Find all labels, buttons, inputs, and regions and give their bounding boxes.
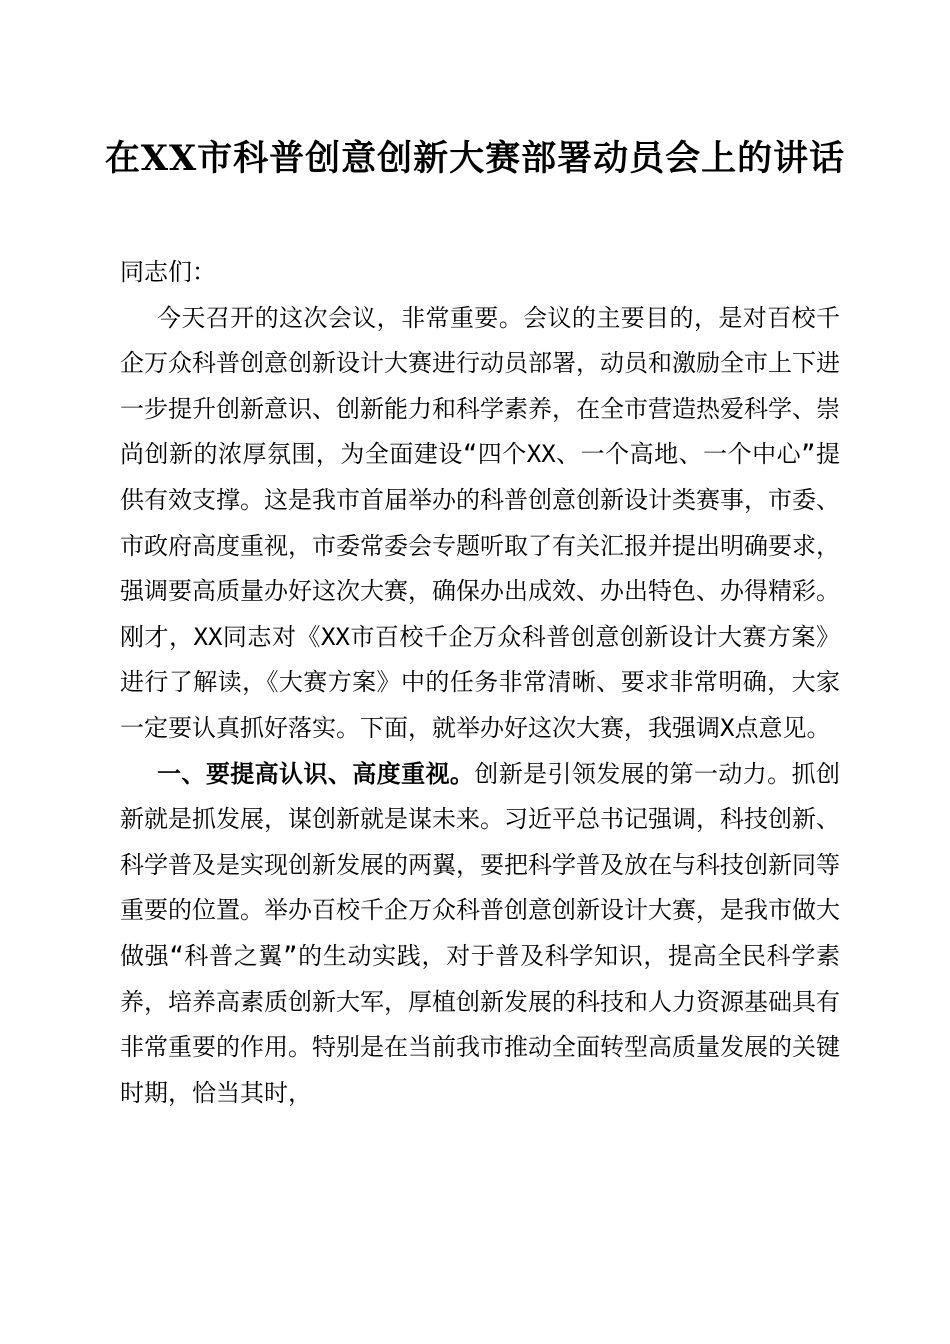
- paragraph-section-one: [120, 752, 840, 1117]
- salutation: 同志们：: [120, 258, 216, 286]
- section-one-heading: 一、要提高认识、高度重视。: [157, 759, 475, 788]
- section-one-text: 创新是引领发展的第一动力。抓创新就是抓发展，谋创新就是谋未来。习近平总书记强调，科技创新、科学普及是实现创新发展的两翼，要把科学普及放在与科技创新同等重要的位置。举办百校千企万众科普创意创新设计大赛，是我市做大做强“科普之翼”的生动实践，对于普及科学知识，提高全民科学素养，培养高素质创新大军，厚植创新发展的科技和人力资源基础具有非常重要的作用。特别是在当前我市推动全面转型高质量发展的关键时期，恰当其时，: [120, 759, 840, 1107]
- document-body: [120, 250, 840, 1116]
- paragraph-intro: [120, 296, 840, 752]
- paragraph-intro-text: 今天召开的这次会议，非常重要。会议的主要目的，是对百校千企万众科普创意创新设计大赛进行动员部署，动员和激励全市上下进一步提升创新意识、创新能力和科学素养，在全市营造热爱科学、崇尚创新的浓厚氛围，为全面建设“四个XX、一个高地、一个中心”提供有效支撑。这是我市首届举办的科普创意创新设计类赛事，市委、市政府高度重视，市委常委会专题听取了有关汇报并提出明确要求，强调要高质量办好这次大赛，确保办出成效、办出特色、办得精彩。刚才，XX同志对《XX市百校千企万众科普创意创新设计大赛方案》进行了解读，《大赛方案》中的任务非常清晰、要求非常明确，大家一定要认真抓好落实。下面，就举办好这次大赛，我强调X点意见。: [120, 303, 840, 742]
- document-title: 在XX市科普创意创新大赛部署动员会上的讲话: [104, 138, 846, 179]
